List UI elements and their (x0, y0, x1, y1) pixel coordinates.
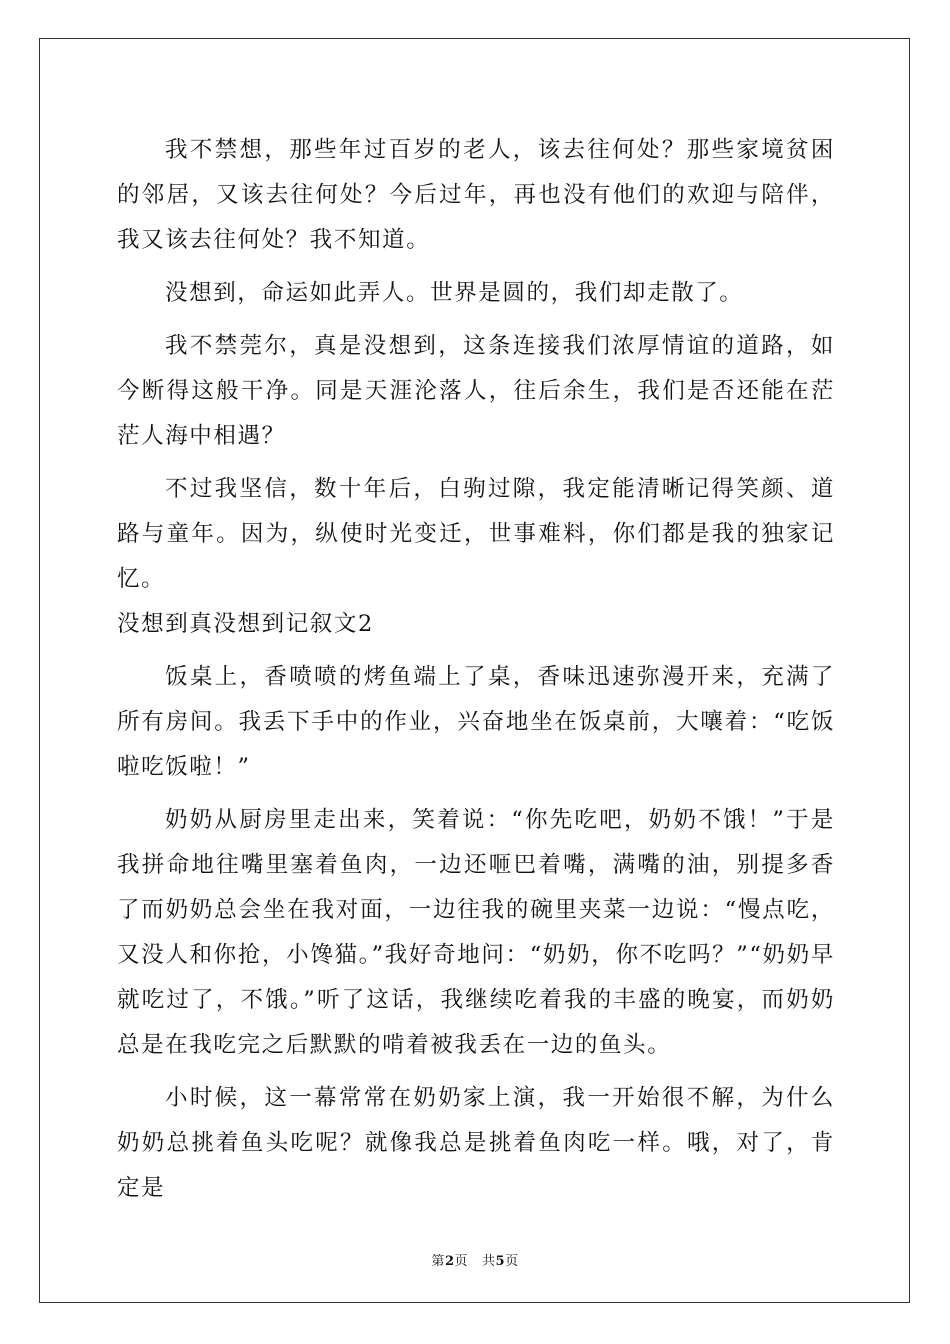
section-heading: 没想到真没想到记叙文2 (117, 611, 374, 637)
paragraph: 奶奶从厨房里走出来，笑着说：“你先吃吧，奶奶不饿！”于是我拼命地往嘴里塞着鱼肉，一边还咂巴着嘴，满嘴的油，别提多香了而奶奶总会坐在我对面，一边往我的碗里夹菜一边说：“慢点吃，又没人和你抢，小馋猫。”我好奇地问：“奶奶，你不吃吗？”“奶奶早就吃过了，不饿。”听了这话，我继续吃着我的丰盛的晚宴，而奶奶总是在我吃完之后默默的啃着被我丢在一边的鱼头。 (117, 807, 835, 1058)
total-suffix: 页 (505, 1254, 519, 1269)
document-body (117, 128, 835, 1219)
total-prefix: 共 (482, 1254, 496, 1269)
page-suffix: 页 (454, 1254, 468, 1269)
page-prefix: 第 (431, 1254, 445, 1269)
paragraph: 我不禁想，那些年过百岁的老人，该去往何处？那些家境贫困的邻居，又该去往何处？今后过年，再也没有他们的欢迎与陪伴，我又该去往何处？我不知道。 (117, 137, 835, 253)
page-number: 2 (444, 1254, 455, 1269)
total-pages: 5 (495, 1254, 506, 1269)
page-footer (0, 1250, 950, 1269)
paragraph: 没想到，命运如此弄人。世界是圆的，我们却走散了。 (165, 280, 744, 306)
paragraph: 饭桌上，香喷喷的烤鱼端上了桌，香味迅速弥漫开来，充满了所有房间。我丢下手中的作业，兴奋地坐在饭桌前，大嚷着：“吃饭啦吃饭啦！” (117, 664, 835, 780)
paragraph: 不过我坚信，数十年后，白驹过隙，我定能清晰记得笑颜、道路与童年。因为，纵使时光变迁，世事难料，你们都是我的独家记忆。 (117, 476, 835, 592)
paragraph: 小时候，这一幕常常在奶奶家上演，我一开始很不解，为什么奶奶总挑着鱼头吃呢？就像我总是挑着鱼肉吃一样。哦，对了，肯定是 (117, 1085, 835, 1201)
paragraph: 我不禁莞尔，真是没想到，这条连接我们浓厚情谊的道路，如今断得这般干净。同是天涯沦落人，往后余生，我们是否还能在茫茫人海中相遇？ (117, 333, 835, 449)
